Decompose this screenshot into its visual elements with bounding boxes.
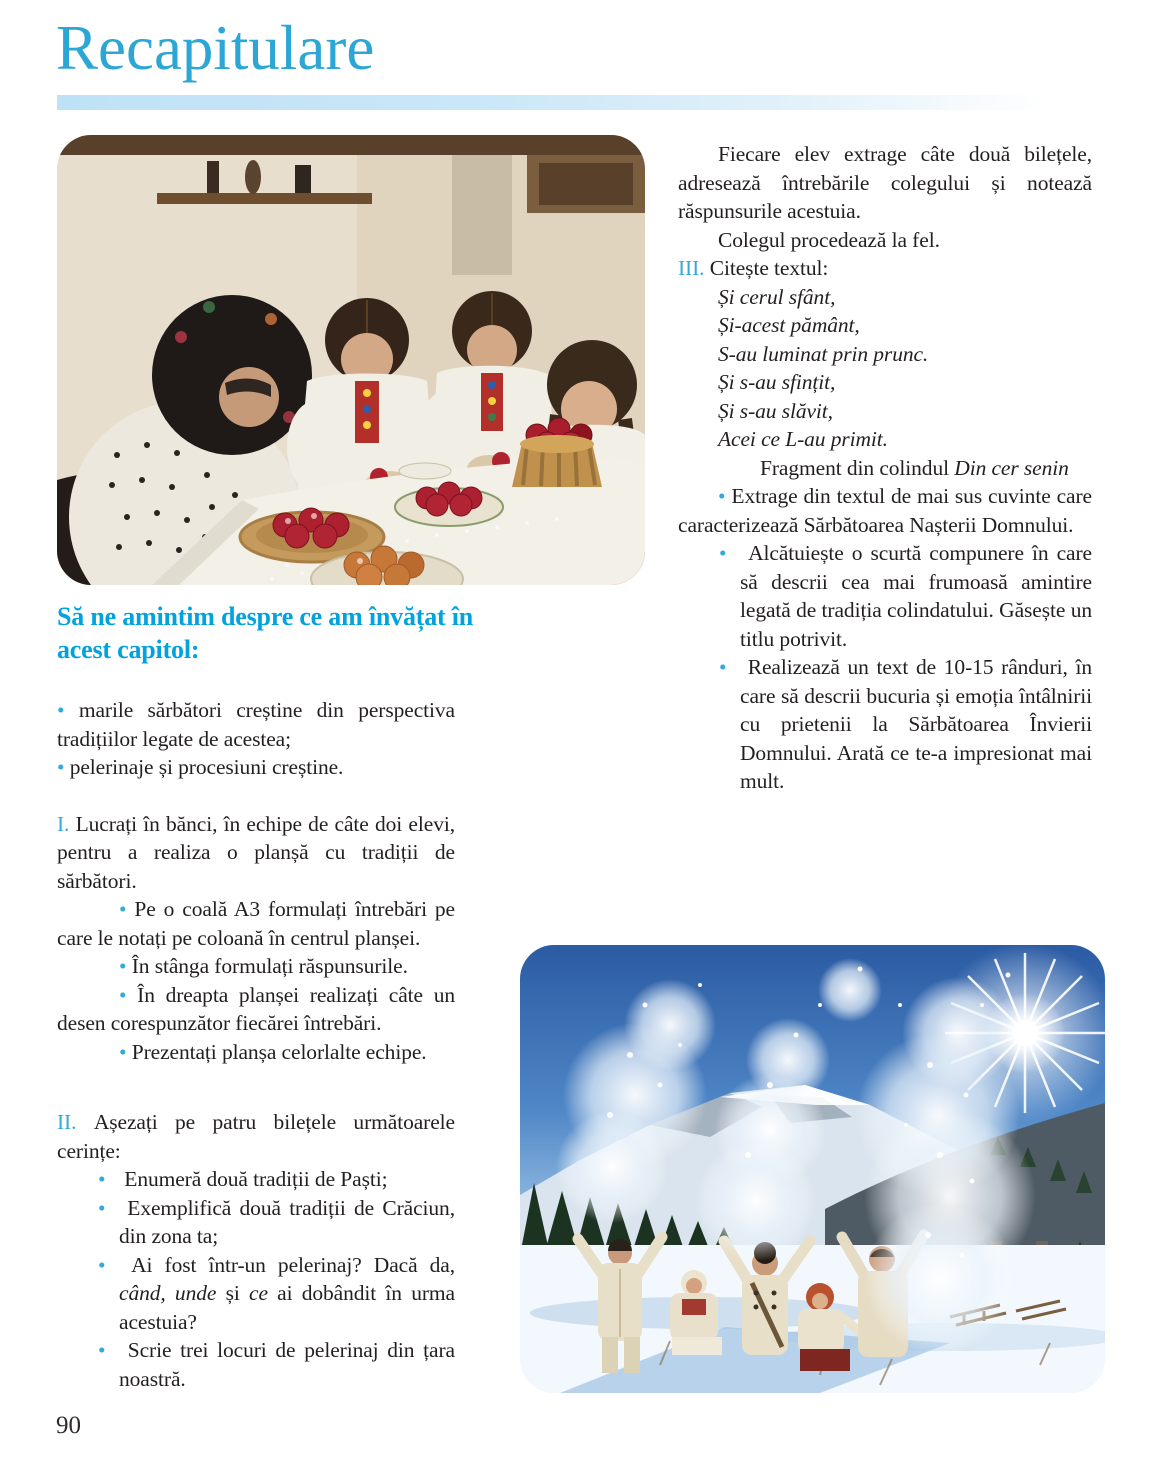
- carol-poem: [678, 283, 1092, 454]
- bullet-icon: •: [718, 484, 726, 508]
- recall-bullet: • marile sărbători creștine din perspectiva tradițiilor legate de acestea;: [57, 698, 455, 751]
- recall-bullet: • pelerinaje și procesiuni creștine.: [57, 755, 344, 779]
- easter-eggs-photo: [57, 135, 645, 585]
- task-bullet: • Extrage din textul de mai sus cuvinte care caracterizează Sărbătoarea Nașterii Domnului.: [678, 484, 1092, 537]
- hanging-cloth: [452, 155, 512, 275]
- task-bullet: • Ai fost într-un pelerinaj? Dacă da, când, unde și ce ai dobândit în urma acestuia?: [98, 1252, 455, 1334]
- bullet-icon: •: [119, 1039, 127, 1064]
- winter-illustration: [520, 945, 1105, 1393]
- bullet-icon: •: [119, 982, 127, 1007]
- task-bullet: • Prezentați planșa celorlalte echipe.: [119, 1039, 427, 1064]
- bullet-icon: •: [57, 755, 65, 779]
- bullet-icon: •: [719, 541, 727, 565]
- title-underline-bar: [57, 95, 1087, 110]
- task-bullet: • Alcătuiește o scurtă compunere în care să descrii cea mai frumoasă amintire legată de tradiția colindatului. Găsește un titlu potrivit.: [719, 541, 1092, 651]
- task-bullet: • În dreapta planșei realizați câte un desen corespunzător fiecărei întrebări.: [57, 982, 456, 1035]
- task-bullet: • În stânga formulați răspunsurile.: [119, 954, 408, 978]
- section-iii-paragraph: [678, 254, 1092, 283]
- bullet-icon: •: [119, 954, 127, 978]
- pair-work-paragraph: Fiecare elev extrage câte două bilețele, adresează întrebările colegului și notează răspunsurile acestuia.: [678, 142, 1092, 223]
- task-bullet: • Enumeră două tradiții de Paști;: [119, 1165, 455, 1194]
- bullet-icon: •: [719, 655, 727, 679]
- carol-title: Din cer senin: [954, 455, 1069, 480]
- face: [219, 367, 279, 427]
- task-bullet: • Pe o coală A3 formulați întrebări pe care le notați pe coloană în centrul planșei.: [57, 897, 455, 950]
- section-i-bullet-list: [57, 895, 455, 1066]
- section-ii-numeral: II.: [57, 1110, 77, 1134]
- poem-line: Și s-au slăvit,: [718, 398, 833, 423]
- poem-line: Și cerul sfânt,: [718, 284, 836, 309]
- shelf: [157, 193, 372, 204]
- poem-attribution: Fragment din colindul Din cer senin: [760, 455, 1069, 480]
- section-ii-text: Așezați pe patru bilețele următoarele cerințe:: [57, 1110, 455, 1163]
- bullet-icon: •: [98, 1252, 106, 1277]
- right-column: [678, 140, 1092, 796]
- bullet-icon: •: [98, 1338, 106, 1362]
- poem-line: Și-acest pământ,: [718, 313, 860, 337]
- bullet-icon: •: [98, 1195, 106, 1220]
- section-ii-bullet-list: [57, 1165, 455, 1393]
- poem-line: S-au luminat prin prunc.: [718, 341, 929, 366]
- pair-work-paragraph-2: Colegul procedează la fel.: [718, 227, 940, 252]
- page-title: Recapitulare: [56, 13, 375, 83]
- bullet-icon: •: [98, 1167, 106, 1191]
- task-bullet: • Scrie trei locuri de pelerinaj din țara noastră.: [98, 1338, 455, 1391]
- task-bullet: • Exemplifică două tradiții de Crăciun, din zona ta;: [98, 1195, 455, 1248]
- right-bullet-list: [678, 482, 1092, 796]
- task-bullet: • Realizează un text de 10-15 rânduri, în care să descrii bucuria și emoția întâlnirii cu prietenii la Sărbătoarea Învierii Domnului. Arată ce te-a impresionat mai mult.: [719, 655, 1093, 793]
- bullet-icon: •: [119, 897, 127, 921]
- poem-line: Și s-au sfințit,: [718, 370, 836, 394]
- recall-heading: Să ne amintim despre ce am învățat în acest capitol:: [57, 602, 474, 664]
- wood-beam: [57, 135, 645, 155]
- page-number: 90: [56, 1412, 81, 1439]
- section-i-paragraph: [57, 810, 455, 896]
- section-i-text: Lucrați în bănci, în echipe de câte doi elevi, pentru a realiza o planșă cu tradiții de sărbători.: [57, 811, 455, 893]
- section-i-numeral: I.: [57, 811, 70, 836]
- easter-eggs-illustration: [57, 135, 645, 585]
- poem-line: Acei ce L-au primit.: [718, 427, 888, 451]
- section-iii-numeral: III.: [678, 256, 705, 280]
- bullet-icon: •: [57, 698, 65, 722]
- left-column: [57, 600, 474, 1393]
- recall-bullet-list: [57, 696, 455, 782]
- section-iii-text: Citește textul:: [709, 256, 829, 280]
- winter-snow-photo: [520, 945, 1105, 1393]
- saucer: [399, 463, 451, 479]
- section-ii-paragraph: [57, 1108, 455, 1165]
